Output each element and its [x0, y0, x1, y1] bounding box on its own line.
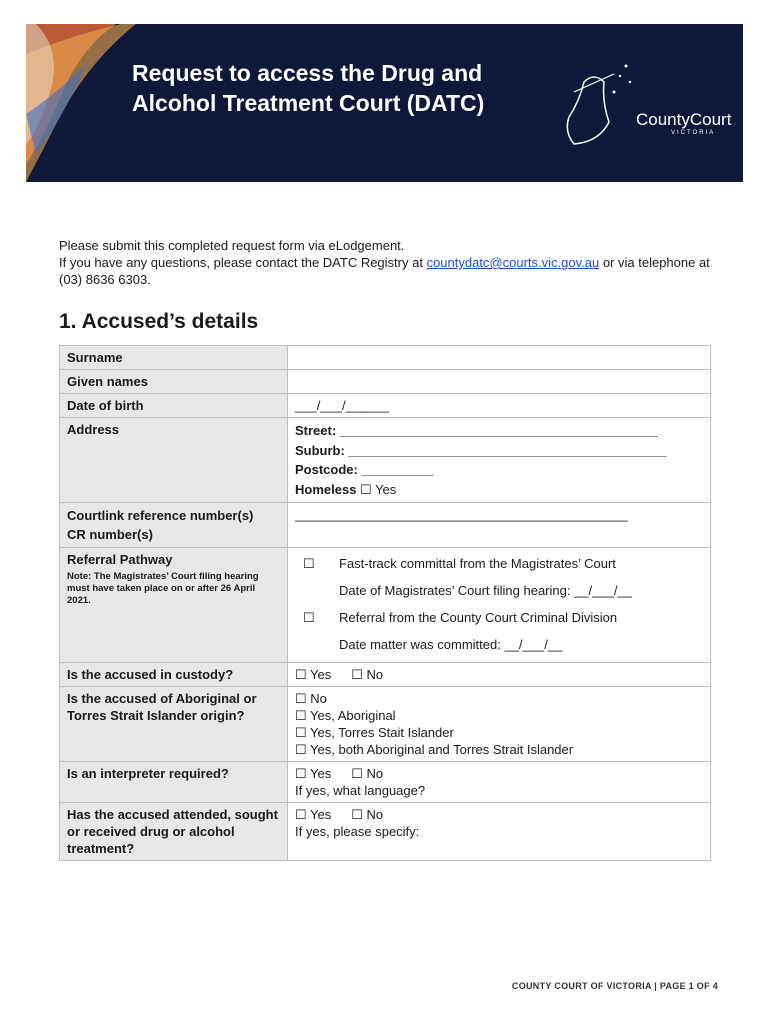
suburb-field[interactable]: Suburb: ____________________________________________ [295, 442, 667, 458]
section-title: 1. Accused’s details [59, 310, 259, 333]
header-banner [26, 24, 743, 182]
county-court-logo [554, 52, 734, 152]
referral-cc-label: Referral from the County Court Criminal Division [339, 610, 618, 625]
decorative-swirl [26, 24, 146, 182]
postcode-field[interactable]: Postcode: __________ [295, 462, 434, 477]
referral-cc-option [295, 609, 704, 626]
surname-label: Surname [60, 346, 288, 370]
intro-line-2 [59, 254, 719, 288]
street-field[interactable]: Street: ____________________________________________ [295, 423, 658, 438]
interpreter-no-checkbox[interactable]: ☐ No [351, 766, 384, 781]
accused-details-table [59, 345, 711, 861]
custody-yes-checkbox[interactable]: ☐ Yes [295, 667, 332, 682]
custody-no-checkbox[interactable]: ☐ No [351, 667, 384, 682]
aboriginal-field [288, 687, 711, 762]
justice-figure-icon [554, 52, 634, 152]
treatment-field [288, 803, 711, 861]
courtlink-label-cell [60, 503, 288, 548]
surname-field[interactable] [288, 346, 711, 370]
dob-label: Date of birth [60, 394, 288, 418]
intro-text [59, 237, 719, 288]
homeless-row [295, 480, 704, 500]
fasttrack-checkbox[interactable]: ☐ [303, 556, 315, 571]
fasttrack-option [295, 555, 704, 572]
intro-phone-text: or via telephone at (03) 8636 6303. [59, 255, 710, 287]
referral-cc-checkbox[interactable]: ☐ [303, 610, 315, 625]
intro-line-1: Please submit this completed request form via eLodgement. [59, 238, 405, 253]
fasttrack-date[interactable]: Date of Magistrates’ Court filing hearing: __/___/__ [339, 583, 632, 598]
given-names-field[interactable] [288, 370, 711, 394]
referral-label: Referral Pathway [67, 552, 173, 567]
aboriginal-yes-checkbox[interactable]: ☐ Yes, Aboriginal [295, 708, 396, 723]
email-link[interactable]: countydatc@courts.vic.gov.au [426, 255, 600, 270]
treatment-yes-checkbox[interactable]: ☐ Yes [295, 807, 332, 822]
courtlink-field[interactable]: ______________________________________________ [288, 503, 711, 548]
referral-cc-date[interactable]: Date matter was committed: __/___/__ [339, 637, 563, 652]
dob-field[interactable]: ___/___/______ [288, 394, 711, 418]
fasttrack-label: Fast-track committal from the Magistrates’ Court [339, 556, 616, 571]
treatment-label: Has the accused attended, sought or received drug or alcohol treatment? [60, 803, 288, 861]
intro-contact-text: If you have any questions, please contact the DATC Registry at [59, 255, 427, 270]
courtlink-label: Courtlink reference number(s) [67, 508, 254, 523]
treatment-no-checkbox[interactable]: ☐ No [351, 807, 384, 822]
custody-field [288, 663, 711, 687]
logo-subtitle: VICTORIA [671, 130, 716, 136]
treatment-specify[interactable]: If yes, please specify: [295, 824, 420, 839]
cr-number-label: CR number(s) [67, 527, 153, 542]
address-label: Address [60, 418, 288, 503]
referral-label-cell [60, 548, 288, 663]
interpreter-yes-checkbox[interactable]: ☐ Yes [295, 766, 332, 781]
custody-label: Is the accused in custody? [60, 663, 288, 687]
referral-field [288, 548, 711, 663]
interpreter-label: Is an interpreter required? [60, 762, 288, 803]
aboriginal-no-checkbox[interactable]: ☐ No [295, 691, 327, 706]
given-names-label: Given names [60, 370, 288, 394]
torres-strait-checkbox[interactable]: ☐ Yes, Torres Stait Islander [295, 725, 454, 740]
homeless-label: Homeless [295, 481, 357, 497]
both-origin-checkbox[interactable]: ☐ Yes, both Aboriginal and Torres Strait Islander [295, 742, 574, 757]
logo-name: CountyCourt [636, 110, 732, 129]
language-question[interactable]: If yes, what language? [295, 783, 426, 798]
aboriginal-label: Is the accused of Aboriginal or Torres Strait Islander origin? [60, 687, 288, 762]
interpreter-field [288, 762, 711, 803]
address-field[interactable] [288, 418, 711, 503]
page-footer: COUNTY COURT OF VICTORIA | PAGE 1 OF 4 [511, 981, 718, 991]
referral-note: Note: The Magistrates’ Court filing hearing must have taken place on or after 26 April 2021. [67, 571, 259, 606]
form-title: Request to access the Drug and Alcohol Treatment Court (DATC) [132, 60, 485, 116]
homeless-yes-checkbox[interactable]: ☐ Yes [360, 481, 397, 497]
